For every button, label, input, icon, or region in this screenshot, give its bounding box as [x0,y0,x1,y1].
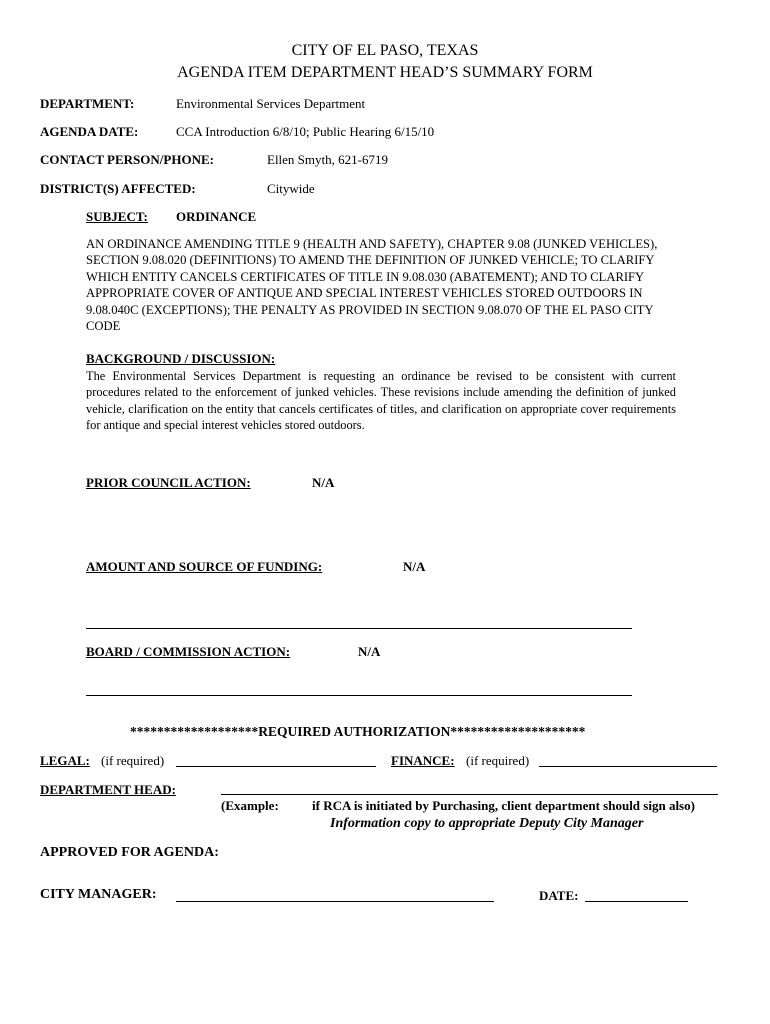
subject-label: SUBJECT: [86,209,148,224]
legal-signature-line[interactable] [176,766,376,767]
legal-note: (if required) [101,753,165,768]
prior-council-label: PRIOR COUNCIL ACTION: [86,475,251,490]
finance-signature-line[interactable] [539,766,717,767]
department-head-signature-line[interactable] [221,794,718,795]
contact-value: Ellen Smyth, 621-6719 [267,152,388,167]
background-label: BACKGROUND / DISCUSSION: [86,351,276,366]
agenda-date-label: AGENDA DATE: [40,124,139,139]
contact-label: CONTACT PERSON/PHONE: [40,152,214,167]
prior-council-value: N/A [312,475,335,490]
department-head-label: DEPARTMENT HEAD: [40,782,176,797]
information-copy-note: Information copy to appropriate Deputy City Manager [330,816,644,831]
background-text: The Environmental Services Department is requesting an ordinance be revised to be consistent with current procedures related to the enforcement of junked vehicles. These revisions include amending the definition of junked vehicle, clarification on the entity that cancels certificates of titles, and clarification on appropriate cover requirements for antique and special interest vehicles stored outdoors. [86,369,676,433]
district-value: Citywide [267,181,315,196]
funding-value: N/A [403,559,426,574]
form-title-summary: AGENDA ITEM DEPARTMENT HEAD’S SUMMARY FORM [177,64,593,81]
board-label: BOARD / COMMISSION ACTION: [86,644,291,659]
example-label: (Example: [221,798,279,813]
approved-for-agenda-label: APPROVED FOR AGENDA: [40,845,219,860]
date-label: DATE: [539,888,579,903]
finance-label: FINANCE: [391,753,455,768]
example-text: if RCA is initiated by Purchasing, client department should sign also) [312,798,695,813]
subject-value: ORDINANCE [176,209,257,224]
city-manager-signature-line[interactable] [176,901,494,902]
separator-line [86,628,632,629]
city-manager-label: CITY MANAGER: [40,887,157,902]
department-value: Environmental Services Department [176,96,366,111]
funding-label: AMOUNT AND SOURCE OF FUNDING: [86,559,323,574]
subject-text: AN ORDINANCE AMENDING TITLE 9 (HEALTH AND SAFETY), CHAPTER 9.08 (JUNKED VEHICLES), SECTION 9.08.020 (DEFINITIONS) TO AMEND THE DEFINITION OF JUNKED VEHICLE; TO CLARIFY WHICH ENTITY CANCELS CERTIFICATES OF TITLE IN 9.08.030 (ABATEMENT); AND TO CLARIFY APPROPRIATE COVER OF ANTIQUE AND SPECIAL INTEREST VEHICLES STORED OUTDOORS IN 9.08.040C (EXCEPTIONS); THE PENALTY AS PROVIDED IN SECTION 9.08.070 OF THE EL PASO CITY CODE [86,237,658,334]
board-value: N/A [358,644,381,659]
finance-note: (if required) [466,753,530,768]
department-label: DEPARTMENT: [40,96,135,111]
authorization-banner: *******************REQUIRED AUTHORIZATION******************** [130,724,586,739]
separator-line [86,695,632,696]
district-label: DISTRICT(S) AFFECTED: [40,181,196,196]
legal-label: LEGAL: [40,753,90,768]
form-title-city: CITY OF EL PASO, TEXAS [291,42,479,59]
agenda-date-value: CCA Introduction 6/8/10; Public Hearing 6/15/10 [176,124,435,139]
date-line[interactable] [585,901,688,902]
